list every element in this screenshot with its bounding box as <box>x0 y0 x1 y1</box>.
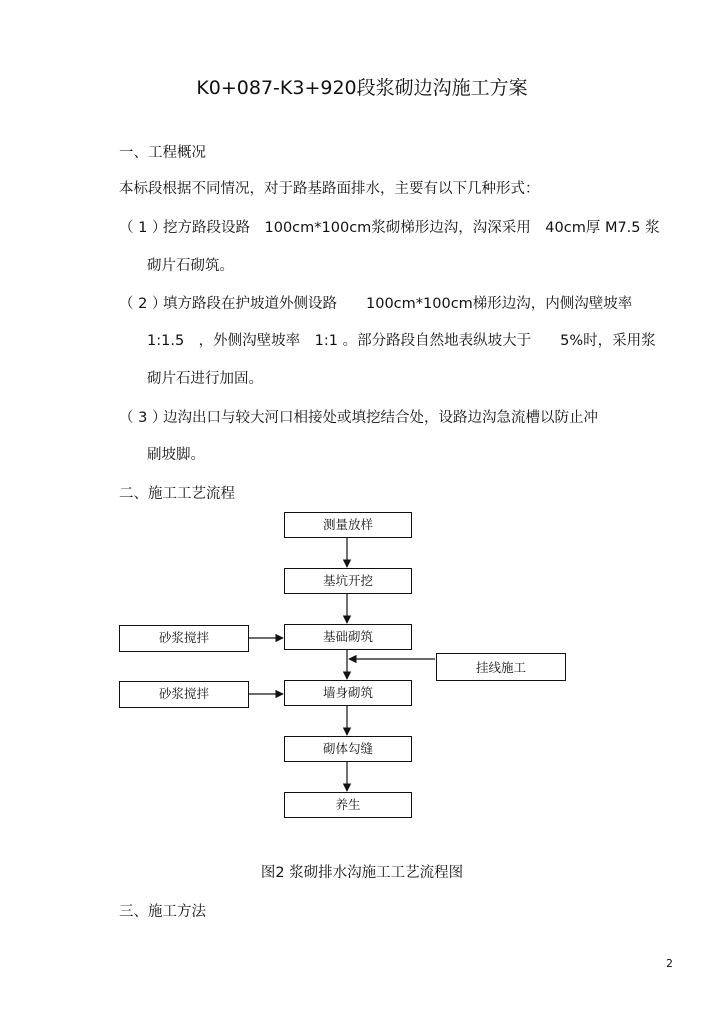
figure-caption: 图2 浆砌排水沟施工工艺流程图 <box>260 865 464 881</box>
item-2-line-3: 砌片石进行加固。 <box>147 371 263 387</box>
intro-paragraph: 本标段根据不同情况，对于路基路面排水，主要有以下几种形式： <box>119 181 540 197</box>
flow-input-stringline: 挂线施工 <box>436 653 566 681</box>
item-2-line-2: 1:1.5 ，外侧沟壁坡率 1:1 。部分路段自然地表纵坡大于 5%时，采用浆 <box>147 333 656 349</box>
flow-step-2: 基坑开挖 <box>284 568 412 594</box>
item-3-line-1: 边沟出口与较大河口相接处或填挖结合处，设路边沟急流槽以防止冲 <box>163 410 598 426</box>
item-1-number: （ 1 ） <box>119 220 167 236</box>
page-number: 2 <box>666 957 673 970</box>
flow-input-mortar-1: 砂浆搅拌 <box>119 625 249 652</box>
section-heading-3: 三、施工方法 <box>119 904 206 920</box>
flow-step-4: 墙身砌筑 <box>284 680 412 706</box>
section-heading-1: 一、工程概况 <box>119 145 206 161</box>
flow-input-mortar-2: 砂浆搅拌 <box>119 681 249 708</box>
flow-step-3: 基础砌筑 <box>284 624 412 650</box>
flow-step-6: 养生 <box>284 792 412 818</box>
section-heading-2: 二、施工工艺流程 <box>119 486 235 502</box>
page-title: K0+087-K3+920段浆砌边沟施工方案 <box>196 77 528 99</box>
item-1-line-2: 砌片石砌筑。 <box>147 258 234 274</box>
item-2-number: （ 2 ） <box>119 296 167 312</box>
item-3-line-2: 刷坡脚。 <box>147 447 205 463</box>
item-2-line-1: 填方路段在护坡道外侧设路 100cm*100cm梯形边沟，内侧沟壁坡率 <box>163 296 633 312</box>
item-3-number: （ 3 ） <box>119 410 167 426</box>
item-1-line-1: 挖方路段设路 100cm*100cm浆砌梯形边沟，沟深采用 40cm厚 M7.5 浆 <box>163 220 660 236</box>
flow-step-5: 砌体勾缝 <box>284 736 412 762</box>
flow-step-1: 测量放样 <box>284 512 412 538</box>
